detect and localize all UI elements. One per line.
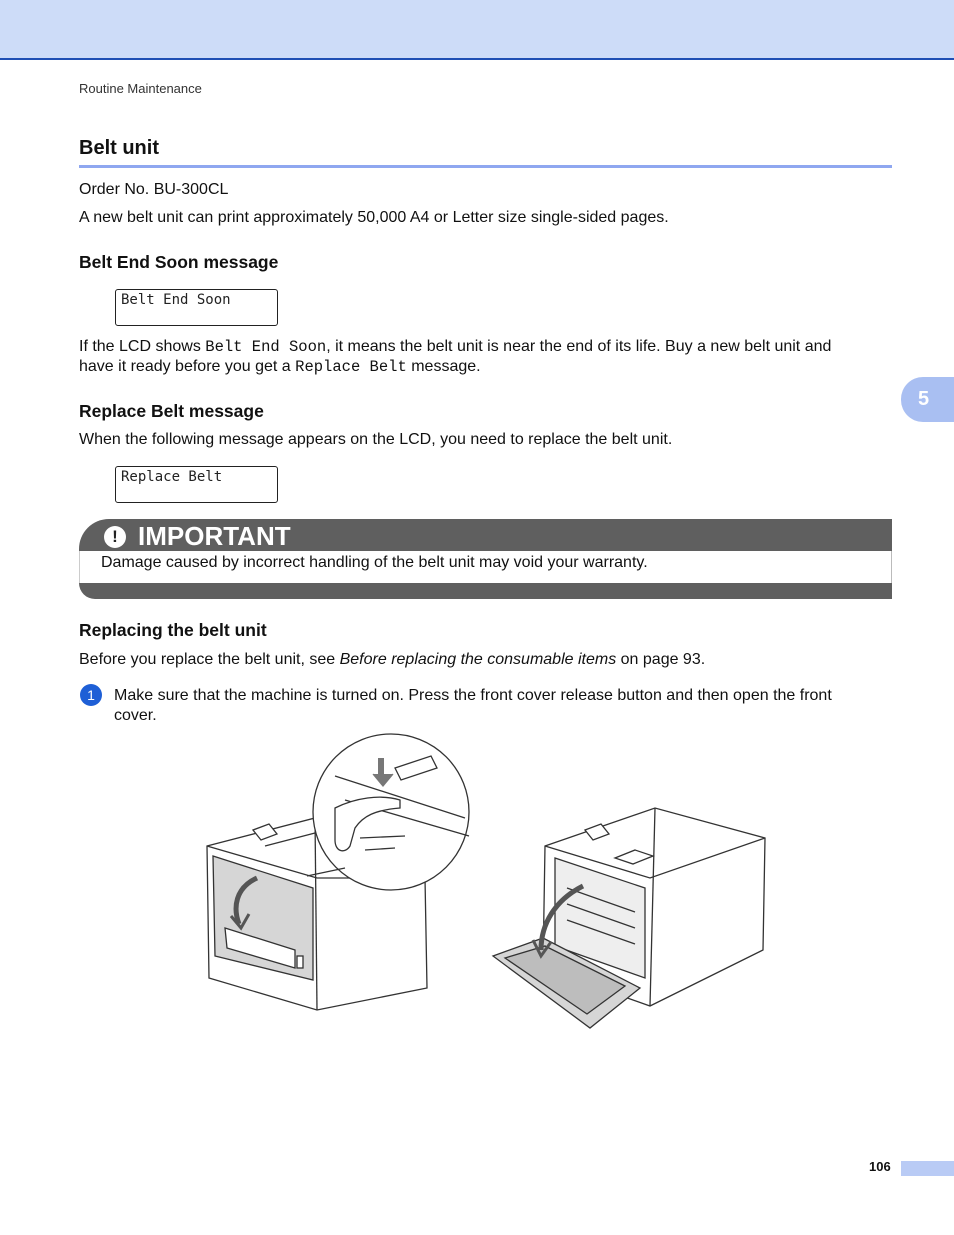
step-1-text: [114, 686, 832, 726]
exclamation-icon: !: [104, 526, 126, 548]
paragraph-text: message.: [406, 358, 481, 375]
lcd-code: Replace Belt: [295, 358, 407, 376]
replacing-heading: Replacing the belt unit: [79, 620, 267, 640]
belt-end-soon-paragraph: [79, 337, 831, 377]
paragraph-text: have it ready before you get a: [79, 358, 296, 375]
lcd-belt-end-soon: Belt End Soon: [115, 289, 278, 326]
page-number-bar: [901, 1161, 954, 1176]
paragraph-text: Before you replace the belt unit, see: [79, 651, 340, 668]
step-text: Make sure that the machine is turned on. Press the front cover release button and then open the front: [114, 687, 832, 704]
lcd-replace-belt: Replace Belt: [115, 466, 278, 503]
replace-belt-text: When the following message appears on the LCD, you need to replace the belt unit.: [79, 431, 673, 448]
order-number: Order No. BU-300CL: [79, 181, 229, 198]
step-text: cover.: [114, 707, 157, 724]
belt-end-soon-heading: Belt End Soon message: [79, 252, 279, 272]
replacing-text: [79, 650, 705, 670]
running-head: Routine Maintenance: [79, 81, 202, 96]
step-number-badge: 1: [80, 684, 102, 706]
important-title: IMPORTANT: [138, 521, 291, 551]
important-bottom-bar: [79, 583, 892, 599]
page-number: 106: [869, 1159, 891, 1174]
page-title: Belt unit: [79, 137, 159, 159]
paragraph-text: , it means the belt unit is near the end of its life. Buy a new belt unit and: [326, 338, 832, 355]
printer-illustration: [195, 728, 775, 1033]
title-rule: [79, 165, 892, 168]
lcd-code: Belt End Soon: [205, 338, 327, 356]
intro-text: A new belt unit can print approximately 50,000 A4 or Letter size single-sided pages.: [79, 209, 669, 226]
important-text: Damage caused by incorrect handling of the belt unit may void your warranty.: [101, 554, 648, 571]
cross-reference-link[interactable]: Before replacing the consumable items: [339, 651, 617, 668]
chapter-tab[interactable]: 5: [901, 377, 954, 422]
paragraph-text: on page 93.: [616, 651, 706, 668]
replace-belt-heading: Replace Belt message: [79, 401, 264, 421]
header-band: [0, 0, 954, 60]
paragraph-text: If the LCD shows: [79, 338, 206, 355]
